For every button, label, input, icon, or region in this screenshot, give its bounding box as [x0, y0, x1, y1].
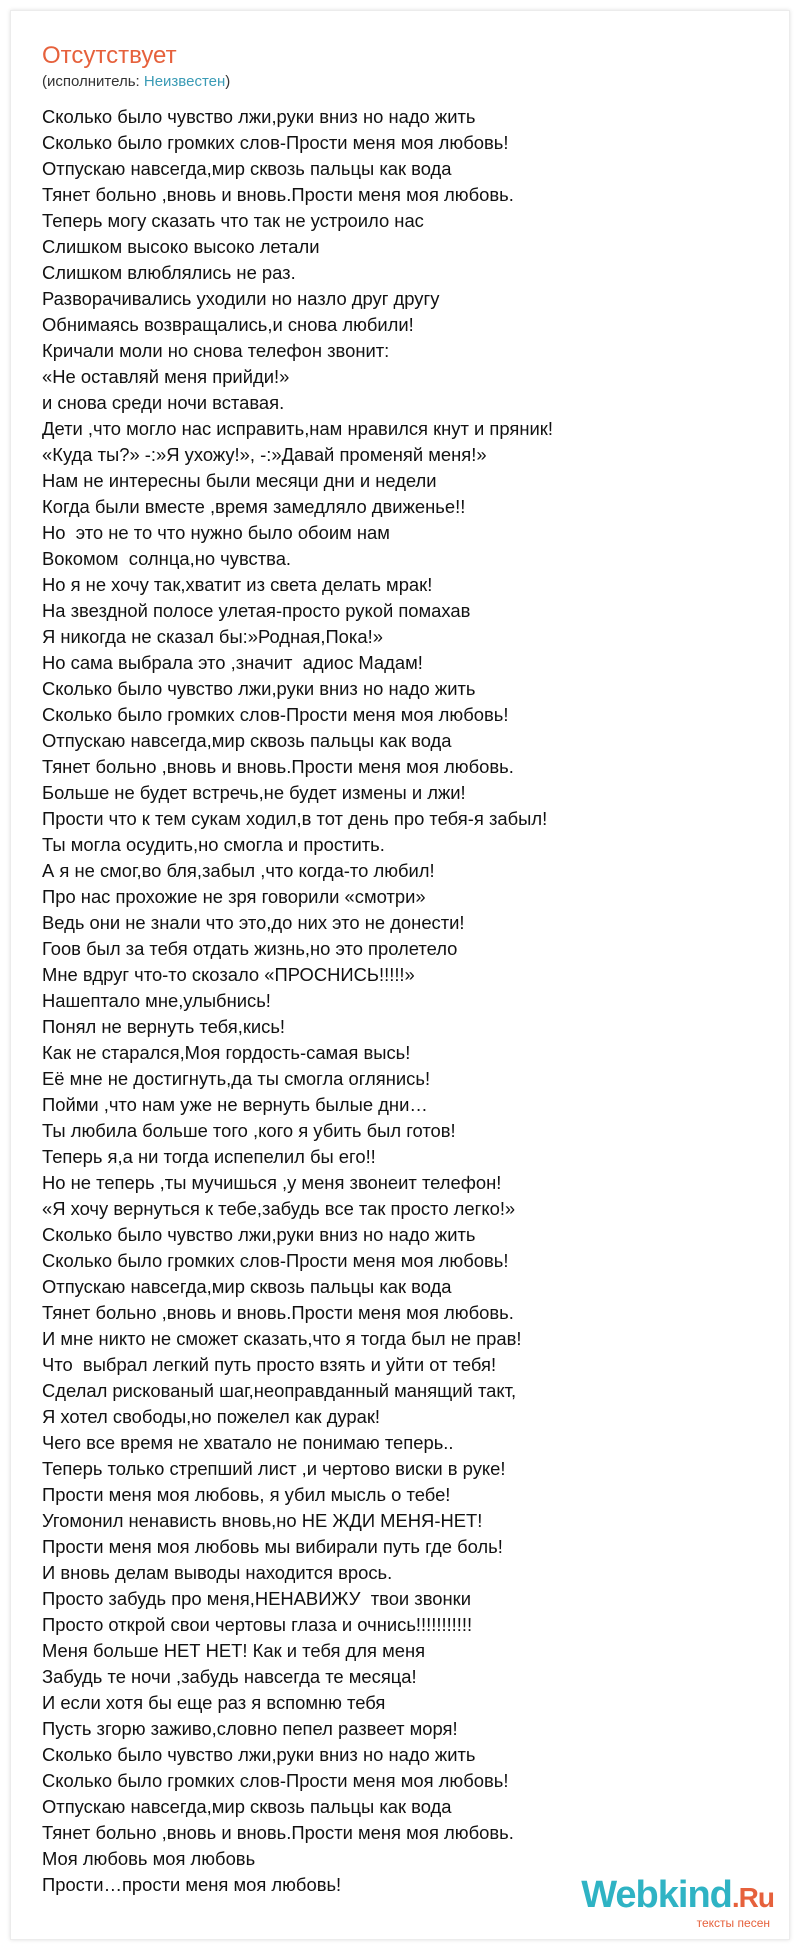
lyric-line: Пойми ,что нам уже не вернуть былые дни… — [42, 1094, 428, 1115]
lyric-line: и снова среди ночи вставая. — [42, 392, 285, 413]
artist-line — [42, 72, 230, 92]
lyric-line: Ведь они не знали что это,до них это не донести! — [42, 912, 465, 933]
lyric-line: Тянет больно ,вновь и вновь.Прости меня моя любовь. — [42, 756, 514, 777]
lyric-line: Сколько было чувство лжи,руки вниз но надо жить — [42, 1744, 476, 1765]
lyric-line: Но сама выбрала это ,значит адиос Мадам! — [42, 652, 423, 673]
song-title: Отсутствует — [42, 42, 177, 69]
lyric-line: На звездной полосе улетая-просто рукой помахав — [42, 600, 471, 621]
lyric-line: Что выбрал легкий путь просто взять и уйти от тебя! — [42, 1354, 497, 1375]
lyric-line: Вокомом солнца,но чувства. — [42, 548, 292, 569]
lyric-line: Прости меня моя любовь, я убил мысль о тебе! — [42, 1484, 451, 1505]
brand-tagline: тексты песен — [696, 1916, 770, 1930]
lyric-line: Нам не интересны были месяци дни и недели — [42, 470, 437, 491]
lyric-line: Сделал рискованый шаг,неоправданный манящий такт, — [42, 1380, 517, 1401]
lyric-line: «Я хочу вернуться к тебе,забудь все так просто легко!» — [42, 1198, 516, 1219]
lyric-line: Слишком высоко высоко летали — [42, 236, 320, 257]
lyric-line: Меня больше НЕТ НЕТ! Как и тебя для меня — [42, 1640, 426, 1661]
lyric-line: Обнимаясь возвращались,и снова любили! — [42, 314, 414, 335]
lyric-line: Отпускаю навсегда,мир сквозь пальцы как вода — [42, 1276, 452, 1297]
lyric-line: Пусть згорю заживо,словно пепел развеет моря! — [42, 1718, 458, 1739]
lyric-line: Теперь я,а ни тогда испепелил бы его!! — [42, 1146, 376, 1167]
lyric-line: Сколько было чувство лжи,руки вниз но надо жить — [42, 678, 476, 699]
lyric-line: Разворачивались уходили но назло друг другу — [42, 288, 440, 309]
artist-prefix: (исполнитель: — [42, 73, 144, 90]
lyric-line: Я хотел свободы,но пожелел как дурак! — [42, 1406, 381, 1427]
brand-name-web: Web — [581, 1874, 658, 1916]
lyric-line: Про нас прохожие не зря говорили «смотри» — [42, 886, 426, 907]
brand-name-tld: .Ru — [731, 1882, 774, 1913]
lyrics-text — [42, 104, 762, 1898]
lyric-line: Сколько было громких слов-Прости меня моя любовь! — [42, 132, 509, 153]
lyric-line: Теперь могу сказать что так не устроило нас — [42, 210, 424, 231]
lyric-line: Слишком влюблялись не раз. — [42, 262, 296, 283]
lyric-line: «Не оставляй меня прийди!» — [42, 366, 290, 387]
lyric-line: Сколько было громких слов-Прости меня моя любовь! — [42, 1770, 509, 1791]
brand-name-kind: kind — [657, 1874, 732, 1916]
lyric-line: Дети ,что могло нас исправить,нам нравился кнут и пряник! — [42, 418, 553, 439]
lyric-line: Тянет больно ,вновь и вновь.Прости меня моя любовь. — [42, 1302, 514, 1323]
lyric-line: Просто открой свои чертовы глаза и очнись!!!!!!!!!!! — [42, 1614, 473, 1635]
lyric-line: И мне никто не сможет сказать,что я тогда был не прав! — [42, 1328, 522, 1349]
lyric-line: Больше не будет встречь,не будет измены и лжи! — [42, 782, 466, 803]
lyric-line: Её мне не достигнуть,да ты смогла оглянись! — [42, 1068, 431, 1089]
lyric-line: Тянет больно ,вновь и вновь.Прости меня моя любовь. — [42, 184, 514, 205]
lyric-line: Но это не то что нужно было обоим нам — [42, 522, 390, 543]
lyric-line: Ты могла осудить,но смогла и простить. — [42, 834, 385, 855]
lyric-line: «Куда ты?» -:»Я ухожу!», -:»Давай променяй меня!» — [42, 444, 487, 465]
webkind-logo[interactable] — [581, 1875, 774, 1930]
lyric-line: А я не смог,во бля,забыл ,что когда-то любил! — [42, 860, 435, 881]
lyric-line: Мне вдруг что-то скозало «ПРОСНИСЬ!!!!!» — [42, 964, 415, 985]
brand-name — [581, 1875, 774, 1918]
lyric-line: Чего все время не хватало не понимаю теперь.. — [42, 1432, 454, 1453]
lyric-line: И вновь делам выводы находится врось. — [42, 1562, 393, 1583]
lyric-line: Как не старался,Моя гордость-самая высь! — [42, 1042, 411, 1063]
lyric-line: Просто забудь про меня,НЕНАВИЖУ твои звонки — [42, 1588, 472, 1609]
lyric-line: Кричали моли но снова телефон звонит: — [42, 340, 390, 361]
lyric-line: Но я не хочу так,хватит из света делать мрак! — [42, 574, 433, 595]
lyric-line: Понял не вернуть тебя,кись! — [42, 1016, 286, 1037]
lyric-line: Прости что к тем сукам ходил,в тот день про тебя-я забыл! — [42, 808, 548, 829]
lyric-line: Теперь только стрепший лист ,и чертово виски в руке! — [42, 1458, 506, 1479]
lyric-line: Отпускаю навсегда,мир сквозь пальцы как вода — [42, 730, 452, 751]
lyric-line: Сколько было чувство лжи,руки вниз но надо жить — [42, 106, 476, 127]
lyric-line: Угомонил ненависть вновь,но НЕ ЖДИ МЕНЯ-НЕТ! — [42, 1510, 483, 1531]
lyric-line: Прости…прости меня моя любовь! — [42, 1874, 342, 1895]
lyric-line: Забудь те ночи ,забудь навсегда те месяца! — [42, 1666, 417, 1687]
lyric-line: Моя любовь моя любовь — [42, 1848, 256, 1869]
artist-suffix: ) — [225, 73, 231, 90]
artist-link[interactable]: Неизвестен — [143, 73, 226, 90]
lyric-line: Я никогда не сказал бы:»Родная,Пока!» — [42, 626, 383, 647]
lyric-line: Гоов был за тебя отдать жизнь,но это пролетело — [42, 938, 458, 959]
lyric-line: Сколько было громких слов-Прости меня моя любовь! — [42, 1250, 509, 1271]
lyric-line: Сколько было чувство лжи,руки вниз но надо жить — [42, 1224, 476, 1245]
lyric-line: Нашептало мне,улыбнись! — [42, 990, 271, 1011]
lyric-line: Ты любила больше того ,кого я убить был готов! — [42, 1120, 456, 1141]
lyric-line: Сколько было громких слов-Прости меня моя любовь! — [42, 704, 509, 725]
lyric-line: Но не теперь ,ты мучишься ,у меня звонеит телефон! — [42, 1172, 502, 1193]
lyric-line: Когда были вместе ,время замедляло движенье!! — [42, 496, 466, 517]
lyric-line: Отпускаю навсегда,мир сквозь пальцы как вода — [42, 1796, 452, 1817]
lyric-line: И если хотя бы еще раз я вспомню тебя — [42, 1692, 386, 1713]
lyric-line: Отпускаю навсегда,мир сквозь пальцы как вода — [42, 158, 452, 179]
lyric-line: Прости меня моя любовь мы вибирали путь где боль! — [42, 1536, 503, 1557]
lyric-line: Тянет больно ,вновь и вновь.Прости меня моя любовь. — [42, 1822, 514, 1843]
